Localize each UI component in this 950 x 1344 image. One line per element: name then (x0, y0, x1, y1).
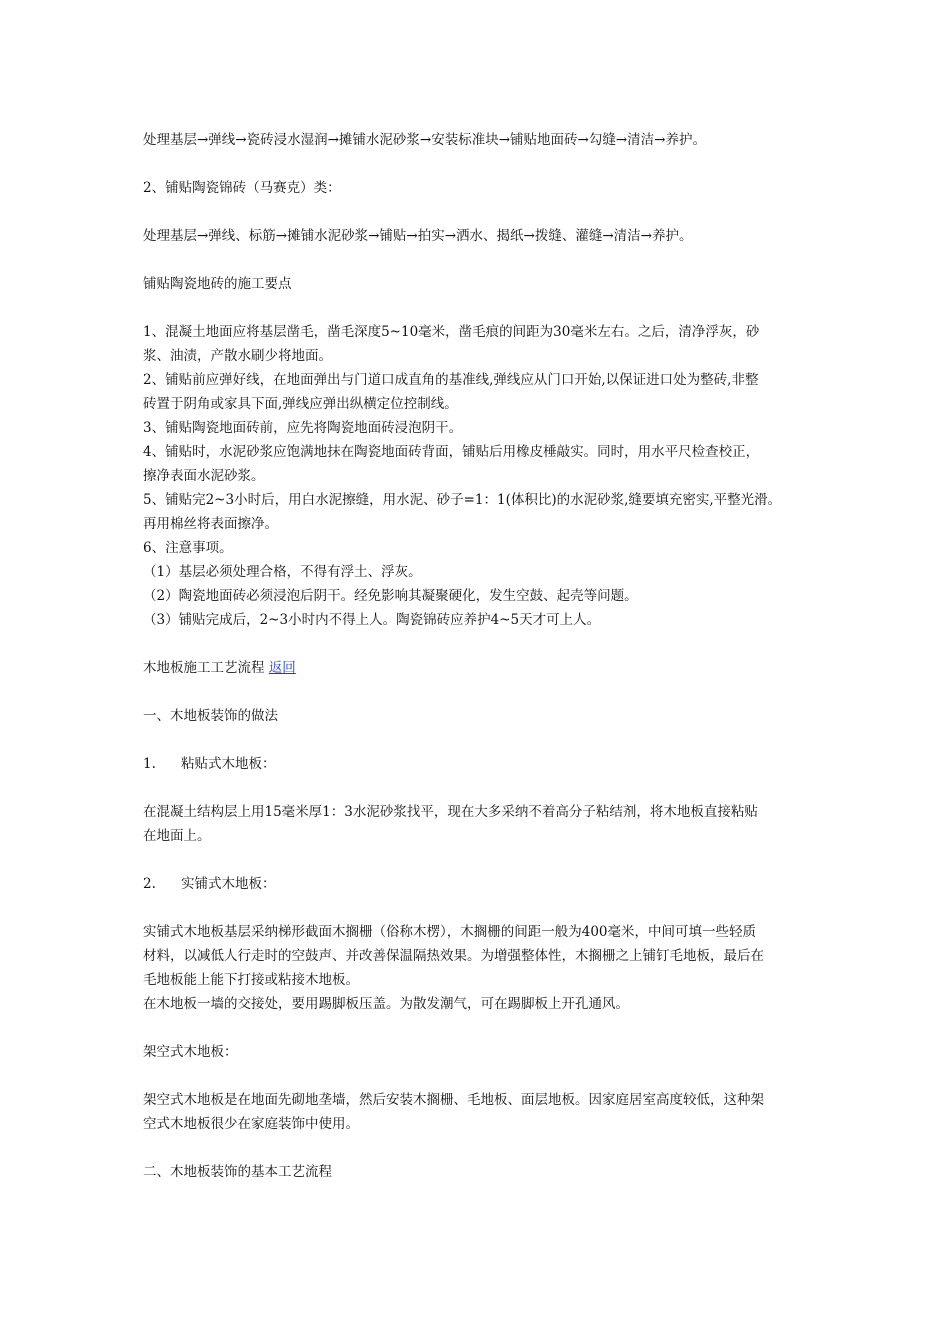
mosaic-heading (143, 176, 823, 200)
text-line: 在木地板一墙的交接处，要用踢脚板压盖。为散发潮气，可在踢脚板上开孔通风。 (143, 996, 629, 1012)
solid-floor-heading (143, 872, 823, 896)
raised-floor-heading (143, 1040, 823, 1064)
point-2-line: 2、铺贴前应弹好线，在地面弹出与门道口成直角的基准线,弹线应从门口开始,以保证进口处为整砖,非整 (143, 372, 759, 388)
list-number: 1. (143, 756, 156, 772)
solid-floor-text (143, 920, 823, 1016)
text-line: 处理基层→弹线→瓷砖浸水湿润→摊铺水泥砂浆→安装标准块→铺贴地面砖→勾缝→清洁→养护。 (143, 132, 706, 148)
glued-floor-title: 粘贴式木地板： (181, 756, 276, 772)
text-line: 实铺式木地板基层采纳梯形截面木搁栅（俗称木楞），木搁栅的间距一般为400毫米，中间可填一些轻质 (143, 924, 757, 940)
raised-floor-text (143, 1088, 823, 1136)
note-1-line: （1）基层必须处理合格，不得有浮土、浮灰。 (143, 564, 422, 580)
point-1-line: 1、混凝土地面应将基层凿毛，凿毛深度5~10毫米，凿毛痕的间距为30毫米左右。之后，清净浮灰，砂 (143, 324, 760, 340)
point-4-line: 4、铺贴时，水泥砂浆应饱满地抹在陶瓷地面砖背面，铺贴后用橡皮棰敲实。同时，用水平尺检查校正， (143, 444, 760, 460)
point-5-line: 再用棉丝将表面擦净。 (143, 516, 278, 532)
text-line: 2、铺贴陶瓷锦砖（马赛克）类： (143, 180, 341, 196)
wood-floor-heading (143, 656, 823, 680)
point-1-line: 浆、油渍，产散水刷少将地面。 (143, 348, 332, 364)
point-2-line: 砖置于阴角或家具下面,弹线应弹出纵横定位控制线。 (143, 396, 458, 412)
point-6-line: 6、注意事项。 (143, 540, 233, 556)
text-line: 铺贴陶瓷地砖的施工要点 (143, 276, 292, 292)
text-line: 一、木地板装饰的做法 (143, 708, 278, 724)
note-2-line: （2）陶瓷地面砖必须浸泡后阴干。经免影响其凝聚硬化，发生空鼓、起壳等问题。 (143, 588, 638, 604)
text-line: 材料，以减低人行走时的空鼓声、并改善保温隔热效果。为增强整体性，木搁栅之上铺钉毛地板，最后在 (143, 948, 764, 964)
text-line: 二、木地板装饰的基本工艺流程 (143, 1164, 332, 1180)
glued-floor-heading (143, 752, 823, 776)
text-line: 架空式木地板： (143, 1044, 238, 1060)
text-line: 空式木地板很少在家庭装饰中使用。 (143, 1116, 359, 1132)
list-number: 2. (143, 876, 156, 892)
text-line: 在地面上。 (143, 828, 211, 844)
wood-floor-heading-text: 木地板施工工艺流程 (143, 660, 265, 676)
tile-points-list (143, 320, 823, 632)
mosaic-process-flow (143, 224, 823, 248)
text-line: 架空式木地板是在地面先砌地垄墙，然后安装木搁栅、毛地板、面层地板。因家庭居室高度较低，这种架 (143, 1092, 764, 1108)
back-link[interactable]: 返回 (268, 660, 296, 676)
section-2-heading (143, 1160, 823, 1184)
text-line: 在混凝土结构层上用15毫米厚1：3水泥砂浆找平，现在大多采纳不着高分子粘结剂，将木地板直接粘贴 (143, 804, 758, 820)
point-4-line: 擦净表面水泥砂浆。 (143, 468, 265, 484)
tile-process-flow (143, 128, 823, 152)
glued-floor-text (143, 800, 823, 848)
text-line: 处理基层→弹线、标筋→摊铺水泥砂浆→铺贴→拍实→洒水、揭纸→拨缝、灌缝→清洁→养护。 (143, 228, 693, 244)
section-1-heading (143, 704, 823, 728)
text-line: 毛地板能上能下打接或粘接木地板。 (143, 972, 359, 988)
point-3-line: 3、铺贴陶瓷地面砖前，应先将陶瓷地面砖浸泡阴干。 (143, 420, 463, 436)
document-body (143, 128, 823, 1184)
point-5-line: 5、铺贴完2~3小时后，用白水泥擦缝，用水泥、砂子=1：1(体积比)的水泥砂浆,缝要填充密实,平整光滑。 (143, 492, 782, 508)
solid-floor-title: 实铺式木地板： (181, 876, 276, 892)
tile-points-heading (143, 272, 823, 296)
note-3-line: （3）铺贴完成后，2~3小时内不得上人。陶瓷锦砖应养护4~5天才可上人。 (143, 612, 601, 628)
